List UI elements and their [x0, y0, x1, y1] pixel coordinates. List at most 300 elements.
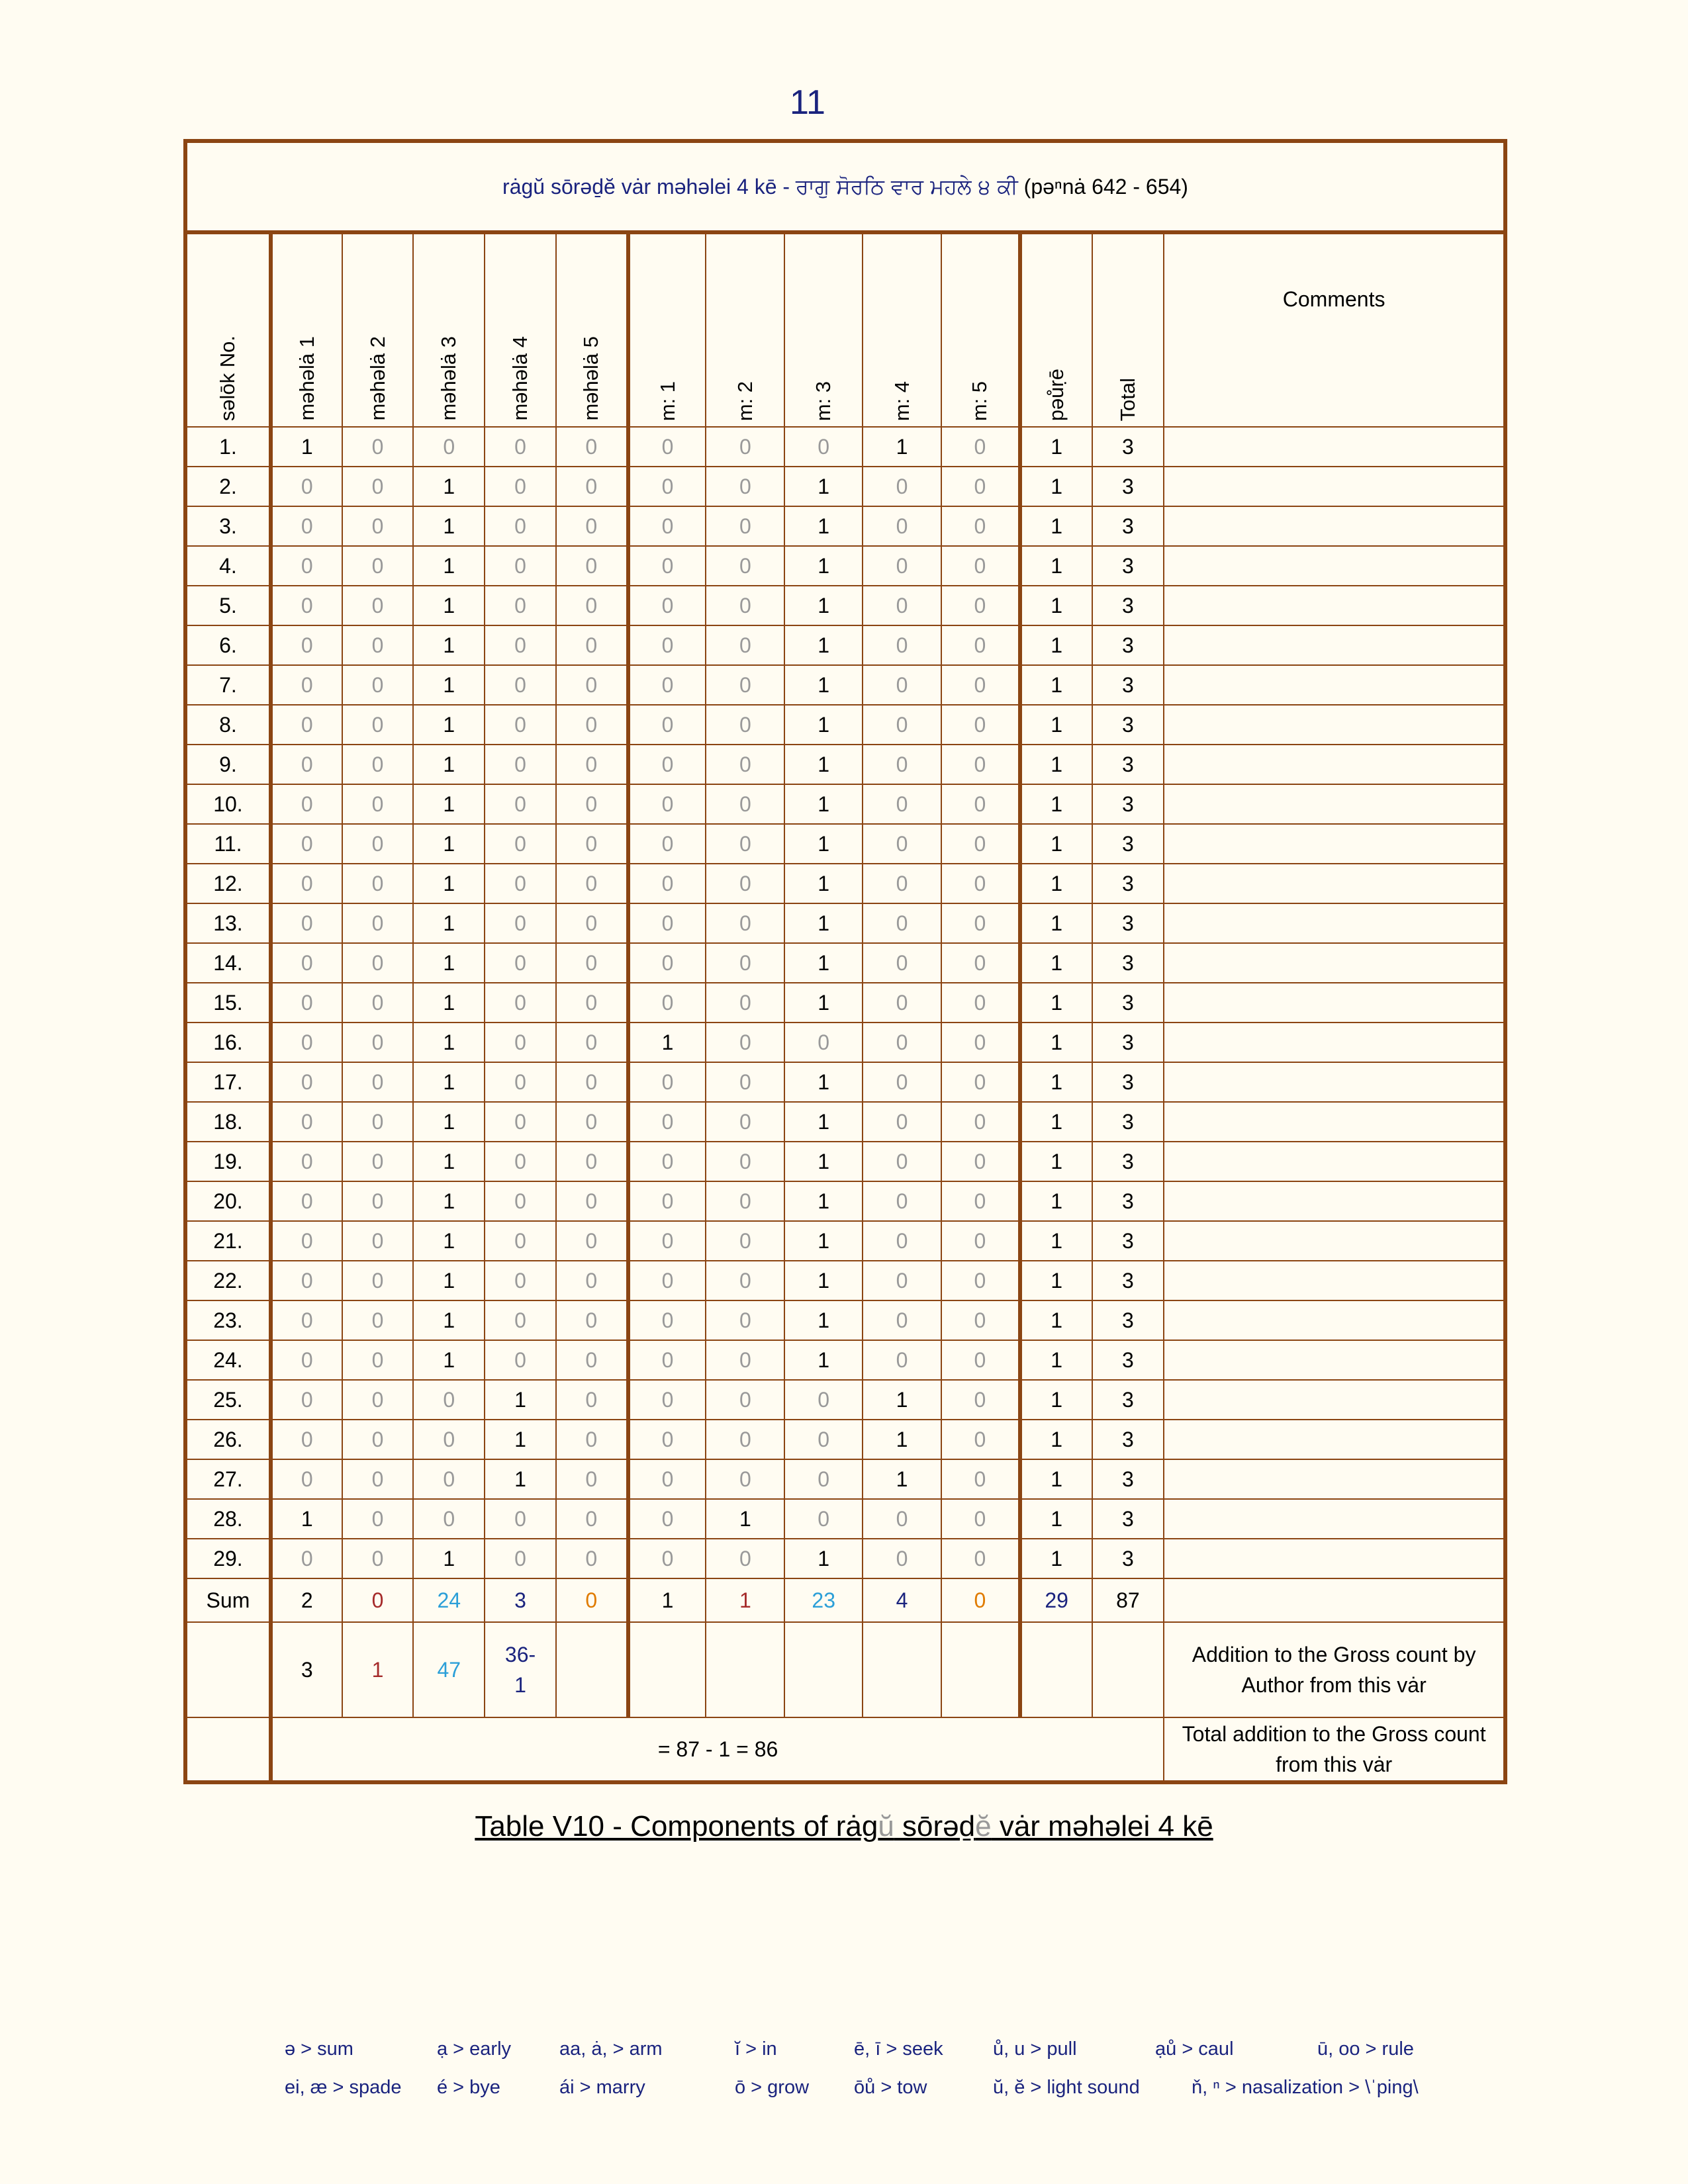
table-cell: 0 — [342, 1300, 414, 1340]
comment-cell — [1164, 1499, 1505, 1539]
table-cell: 0 — [863, 467, 941, 506]
table-cell: 0 — [485, 506, 556, 546]
table-cell: 0 — [485, 625, 556, 665]
legend-item: ạ > early — [437, 2038, 512, 2060]
table-cell: 0 — [342, 1380, 414, 1420]
sum-row — [185, 1578, 1505, 1622]
table-cell: 16. — [185, 1023, 271, 1062]
table-cell: 1 — [784, 1142, 863, 1181]
table-cell: 0 — [342, 745, 414, 784]
addition-comment: Addition to the Gross count by Author from this vȧr — [1164, 1622, 1505, 1717]
table-cell: 0 — [556, 1459, 628, 1499]
addition-cell: 3 — [271, 1622, 342, 1717]
header-label: m: 2 — [733, 381, 757, 421]
table-cell: 0 — [628, 1539, 706, 1578]
table-row — [185, 1102, 1505, 1142]
table-cell: 0 — [706, 1261, 784, 1300]
table-cell: 1 — [784, 506, 863, 546]
comment-cell — [1164, 1023, 1505, 1062]
table-row — [185, 1499, 1505, 1539]
table-cell: 0 — [342, 864, 414, 903]
table-cell: 0 — [628, 586, 706, 625]
table-cell: 3 — [1092, 506, 1164, 546]
table-cell: 0 — [342, 1340, 414, 1380]
table-cell: 1 — [863, 1380, 941, 1420]
header-cell — [413, 232, 485, 427]
table-cell: 1 — [784, 625, 863, 665]
table-cell: 0 — [863, 1181, 941, 1221]
table-cell: 0 — [485, 1142, 556, 1181]
table-cell: 1 — [1020, 1300, 1092, 1340]
table-cell: 0 — [271, 1380, 342, 1420]
table-cell: 0 — [342, 1062, 414, 1102]
table-cell: 0 — [342, 824, 414, 864]
table-cell: 27. — [185, 1459, 271, 1499]
table-cell: 0 — [706, 824, 784, 864]
legend-item: ē, ī > seek — [854, 2038, 943, 2060]
table-cell: 1 — [784, 824, 863, 864]
comment-cell — [1164, 1420, 1505, 1459]
table-cell: 3 — [1092, 864, 1164, 903]
table-cell: 0 — [485, 824, 556, 864]
comment-cell — [1164, 824, 1505, 864]
table-cell: 0 — [271, 1261, 342, 1300]
table-cell: 0 — [342, 1499, 414, 1539]
table-cell: 0 — [413, 427, 485, 467]
table-cell: 1 — [413, 467, 485, 506]
table-cell: 0 — [706, 1380, 784, 1420]
table-cell: 17. — [185, 1062, 271, 1102]
legend-item: ĭ > in — [735, 2038, 777, 2060]
table-cell: 3 — [1092, 546, 1164, 586]
table-cell: 0 — [628, 546, 706, 586]
table-cell: 1 — [413, 625, 485, 665]
table-cell: 0 — [706, 1062, 784, 1102]
table-cell: 0 — [485, 1181, 556, 1221]
header-cell — [185, 232, 271, 427]
addition-cell — [784, 1622, 863, 1717]
table-cell: 0 — [941, 625, 1020, 665]
table-cell: 1 — [413, 784, 485, 824]
header-cell — [706, 232, 784, 427]
table-cell: 0 — [784, 1023, 863, 1062]
table-cell: 0 — [413, 1499, 485, 1539]
comment-cell — [1164, 943, 1505, 983]
table-cell: 1 — [413, 1539, 485, 1578]
table-cell: 0 — [706, 427, 784, 467]
table-cell: 0 — [556, 864, 628, 903]
table-cell: 0 — [485, 665, 556, 705]
table-cell: 0 — [271, 1340, 342, 1380]
table-cell: 1 — [413, 1340, 485, 1380]
table-cell: 0 — [628, 943, 706, 983]
table-cell: 1 — [413, 903, 485, 943]
table-cell: 0 — [706, 625, 784, 665]
table-cell: 0 — [941, 1420, 1020, 1459]
addition-cell — [1020, 1622, 1092, 1717]
table-cell: 1 — [1020, 427, 1092, 467]
table-cell: 3. — [185, 506, 271, 546]
table-cell: 0 — [628, 705, 706, 745]
comment-cell — [1164, 1300, 1505, 1340]
header-cell — [628, 232, 706, 427]
table-cell: 0 — [342, 784, 414, 824]
header-label: pəůṛē — [1045, 368, 1068, 421]
table-cell: 0 — [706, 784, 784, 824]
table-cell: 0 — [941, 1102, 1020, 1142]
table-cell: 0 — [863, 784, 941, 824]
table-cell: 3 — [1092, 625, 1164, 665]
table-cell: 3 — [1092, 467, 1164, 506]
table-cell: 23. — [185, 1300, 271, 1340]
table-cell: 0 — [485, 943, 556, 983]
table-cell: 0 — [941, 943, 1020, 983]
table-cell: 0 — [941, 467, 1020, 506]
table-cell: 0 — [628, 1300, 706, 1340]
table-cell: 3 — [1092, 1499, 1164, 1539]
table-cell: 1 — [485, 1420, 556, 1459]
table-cell: 0 — [863, 506, 941, 546]
table-cell: 0 — [706, 1181, 784, 1221]
table-cell: 0 — [941, 665, 1020, 705]
header-label: Total — [1115, 377, 1139, 421]
table-cell: 0 — [706, 705, 784, 745]
table-cell: 3 — [1092, 705, 1164, 745]
table-cell: 0 — [556, 586, 628, 625]
table-cell: 0 — [342, 943, 414, 983]
table-cell: 1 — [1020, 467, 1092, 506]
table-cell: 4. — [185, 546, 271, 586]
table-cell: 13. — [185, 903, 271, 943]
table-cell: 1 — [271, 1499, 342, 1539]
table-cell: 0 — [271, 1181, 342, 1221]
table-row — [185, 1459, 1505, 1499]
legend-item: ŭ, ĕ > light sound — [993, 2077, 1140, 2098]
table-cell: 22. — [185, 1261, 271, 1300]
table-cell: 0 — [485, 784, 556, 824]
table-cell: 0 — [342, 903, 414, 943]
comment-cell — [1164, 705, 1505, 745]
table-cell: 1 — [1020, 1102, 1092, 1142]
table-cell: 0 — [706, 983, 784, 1023]
table-cell: 0 — [706, 745, 784, 784]
table-cell: 0 — [941, 1459, 1020, 1499]
header-label: m: 4 — [890, 381, 914, 421]
table-cell: 0 — [941, 1261, 1020, 1300]
table-cell: 0 — [556, 625, 628, 665]
title-gurmukhi: ਰਾਗੁ ਸੋਰਠਿ ਵਾਰ ਮਹਲੇ ੪ ਕੀ — [795, 173, 1018, 199]
header-cell — [342, 232, 414, 427]
table-cell: 1 — [1020, 1420, 1092, 1459]
table-cell: 0 — [342, 1420, 414, 1459]
table-cell: 0 — [556, 983, 628, 1023]
title-roman: rȧgŭ sōrəḏĕ vȧr məhəlei 4 kē - — [502, 174, 796, 199]
table-cell: 0 — [271, 625, 342, 665]
table-cell: 0 — [628, 1261, 706, 1300]
table-cell: 0 — [941, 1023, 1020, 1062]
table-cell: 5. — [185, 586, 271, 625]
table-cell: 12. — [185, 864, 271, 903]
sum-cell: 23 — [784, 1578, 863, 1622]
table-cell: 0 — [342, 665, 414, 705]
legend-item: ň, ⁿ > nasalization > \ˈping\ — [1192, 2077, 1419, 2098]
table-cell: 3 — [1092, 1261, 1164, 1300]
table-cell: 0 — [941, 1499, 1020, 1539]
table-cell: 0 — [485, 864, 556, 903]
table-cell: 14. — [185, 943, 271, 983]
table-cell: 0 — [941, 784, 1020, 824]
table-cell: 0 — [556, 903, 628, 943]
addition-cell — [556, 1622, 628, 1717]
table-row — [185, 943, 1505, 983]
table-cell: 0 — [628, 1181, 706, 1221]
table-cell: 0 — [556, 1300, 628, 1340]
table-cell: 3 — [1092, 1539, 1164, 1578]
table-cell: 1 — [784, 705, 863, 745]
table-cell: 1 — [413, 586, 485, 625]
table-cell: 0 — [342, 1221, 414, 1261]
table-cell: 1 — [1020, 1459, 1092, 1499]
table-cell: 3 — [1092, 1181, 1164, 1221]
table-cell: 15. — [185, 983, 271, 1023]
table-cell: 0 — [706, 1023, 784, 1062]
table-cell: 0 — [271, 983, 342, 1023]
table-cell: 1 — [1020, 983, 1092, 1023]
table-cell: 0 — [863, 1539, 941, 1578]
table-cell: 0 — [863, 1221, 941, 1261]
legend-item: ə > sum — [285, 2038, 353, 2060]
table-cell: 0 — [485, 1261, 556, 1300]
table-cell: 0 — [863, 983, 941, 1023]
table-cell: 0 — [556, 1142, 628, 1181]
table-cell: 1 — [413, 1023, 485, 1062]
table-cell: 0 — [342, 1142, 414, 1181]
table-cell: 0 — [863, 943, 941, 983]
table-cell: 0 — [941, 824, 1020, 864]
table-cell: 0 — [941, 983, 1020, 1023]
table-cell: 0 — [941, 546, 1020, 586]
table-cell: 0 — [271, 1142, 342, 1181]
table-cell: 1 — [413, 1300, 485, 1340]
table-cell: 3 — [1092, 784, 1164, 824]
table-cell: 6. — [185, 625, 271, 665]
sum-cell: 3 — [485, 1578, 556, 1622]
table-cell: 21. — [185, 1221, 271, 1261]
table-cell: 0 — [941, 506, 1020, 546]
table-cell: 0 — [628, 427, 706, 467]
table-cell: 0 — [863, 1023, 941, 1062]
table-cell: 1 — [784, 1102, 863, 1142]
table-cell: 0 — [706, 546, 784, 586]
table-cell: 3 — [1092, 943, 1164, 983]
table-cell: 0 — [863, 1102, 941, 1142]
table-cell: 0 — [941, 427, 1020, 467]
table-cell: 0 — [342, 506, 414, 546]
table-cell: 0 — [706, 586, 784, 625]
table-cell: 0 — [556, 427, 628, 467]
comment-cell — [1164, 745, 1505, 784]
table-cell: 0 — [342, 546, 414, 586]
total-comment: Total addition to the Gross count from this vȧr — [1164, 1717, 1505, 1782]
table-cell: 2. — [185, 467, 271, 506]
table-cell: 1 — [485, 1459, 556, 1499]
table-cell: 1 — [413, 1181, 485, 1221]
table-cell: 1 — [1020, 1181, 1092, 1221]
table-cell: 1 — [1020, 1023, 1092, 1062]
title-pages: (pəⁿnȧ 642 - 654) — [1017, 174, 1188, 199]
table-cell: 0 — [485, 1340, 556, 1380]
table-cell: 0 — [413, 1459, 485, 1499]
comment-cell — [1164, 586, 1505, 625]
table-cell: 1 — [863, 1459, 941, 1499]
sum-cell: 2 — [271, 1578, 342, 1622]
table-cell: 0 — [342, 1539, 414, 1578]
header-cell — [863, 232, 941, 427]
comment-cell — [1164, 665, 1505, 705]
table-cell: 1 — [784, 1261, 863, 1300]
table-cell: 3 — [1092, 903, 1164, 943]
table-cell: 1 — [784, 903, 863, 943]
table-cell: 0 — [271, 546, 342, 586]
table-cell: 0 — [342, 1261, 414, 1300]
table-cell: 0 — [556, 1340, 628, 1380]
table-cell: 0 — [556, 824, 628, 864]
table-cell: 0 — [485, 1300, 556, 1340]
comment-cell — [1164, 1221, 1505, 1261]
comment-cell — [1164, 1459, 1505, 1499]
table-row — [185, 625, 1505, 665]
table-cell: 0 — [485, 903, 556, 943]
comment-cell — [1164, 1062, 1505, 1102]
table-cell: 1 — [1020, 745, 1092, 784]
table-cell: 1 — [784, 1300, 863, 1340]
table-cell: 0 — [271, 784, 342, 824]
table-cell: 0 — [556, 1420, 628, 1459]
header-row — [185, 232, 1505, 427]
table-cell: 10. — [185, 784, 271, 824]
table-cell: 0 — [485, 745, 556, 784]
table-cell: 0 — [706, 1142, 784, 1181]
table-cell: 3 — [1092, 824, 1164, 864]
table-cell: 0 — [863, 903, 941, 943]
table-cell: 0 — [271, 1023, 342, 1062]
table-cell: 0 — [556, 1499, 628, 1539]
table-cell: 0 — [941, 1300, 1020, 1340]
header-label: m: 5 — [968, 381, 992, 421]
table-cell: 0 — [628, 1459, 706, 1499]
table-row — [185, 1340, 1505, 1380]
table-cell: 1 — [784, 1539, 863, 1578]
table-cell: 0 — [342, 467, 414, 506]
legend-item: ōů > tow — [854, 2077, 927, 2098]
table-cell: 0 — [706, 864, 784, 903]
table-cell: 1 — [706, 1499, 784, 1539]
table-cell: 1 — [863, 427, 941, 467]
table-cell: 29. — [185, 1539, 271, 1578]
table-cell: 0 — [271, 705, 342, 745]
table-cell: 0 — [271, 1102, 342, 1142]
header-cell — [941, 232, 1020, 427]
table-cell: 3 — [1092, 427, 1164, 467]
table-cell: 0 — [485, 546, 556, 586]
table-row — [185, 745, 1505, 784]
table-cell: 0 — [706, 1340, 784, 1380]
comment-cell — [1164, 1539, 1505, 1578]
table-cell: 0 — [271, 903, 342, 943]
header-label: səlōk No. — [216, 335, 240, 421]
legend-item: ů, u > pull — [993, 2038, 1077, 2060]
table-cell: 1 — [784, 467, 863, 506]
table-cell: 0 — [863, 864, 941, 903]
table-cell: 0 — [628, 1380, 706, 1420]
table-cell: 0 — [706, 1539, 784, 1578]
table-row — [185, 506, 1505, 546]
table-row — [185, 1023, 1505, 1062]
table-cell: 0 — [941, 586, 1020, 625]
table-cell: 0 — [863, 1300, 941, 1340]
table-cell: 1 — [628, 1023, 706, 1062]
total-formula: = 87 - 1 = 86 — [271, 1717, 1164, 1782]
sum-cell: 0 — [342, 1578, 414, 1622]
table-cell: 1 — [1020, 1539, 1092, 1578]
table-cell: 0 — [863, 1499, 941, 1539]
table-cell: 0 — [628, 1499, 706, 1539]
table-cell: 1. — [185, 427, 271, 467]
table-cell: 0 — [556, 784, 628, 824]
header-cell — [1092, 232, 1164, 427]
table-cell: 0 — [556, 1181, 628, 1221]
table-row — [185, 427, 1505, 467]
table-cell: 0 — [271, 506, 342, 546]
table-row — [185, 546, 1505, 586]
sum-cell: 0 — [556, 1578, 628, 1622]
table-cell: 28. — [185, 1499, 271, 1539]
legend-item: ō > grow — [735, 2077, 810, 2098]
comment-cell — [1164, 864, 1505, 903]
comment-cell — [1164, 903, 1505, 943]
table-cell: 0 — [413, 1420, 485, 1459]
components-table — [183, 139, 1507, 1784]
table-cell: 0 — [271, 586, 342, 625]
table-cell: 1 — [485, 1380, 556, 1420]
table-cell: 25. — [185, 1380, 271, 1420]
comment-cell — [1164, 1142, 1505, 1181]
table-cell: 0 — [941, 1142, 1020, 1181]
table-row — [185, 864, 1505, 903]
table-cell: 0 — [271, 1420, 342, 1459]
table-cell: 0 — [628, 745, 706, 784]
header-cell — [1020, 232, 1092, 427]
table-cell: 0 — [863, 824, 941, 864]
table-cell: 0 — [784, 1420, 863, 1459]
table-cell: 0 — [342, 427, 414, 467]
sum-cell: 87 — [1092, 1578, 1164, 1622]
table-cell: 1 — [1020, 1221, 1092, 1261]
table-cell: 20. — [185, 1181, 271, 1221]
table-cell: 0 — [941, 1539, 1020, 1578]
sum-cell: 1 — [628, 1578, 706, 1622]
table-cell: 11. — [185, 824, 271, 864]
table-cell: 0 — [271, 864, 342, 903]
header-label: məhəlȧ 3 — [437, 336, 461, 421]
table-cell: 0 — [863, 1062, 941, 1102]
header-label: məhəlȧ 4 — [508, 336, 532, 421]
table-cell: 0 — [556, 665, 628, 705]
sum-label: Sum — [185, 1578, 271, 1622]
table-cell: 1 — [413, 1102, 485, 1142]
table-cell: 1 — [1020, 546, 1092, 586]
table-cell: 24. — [185, 1340, 271, 1380]
